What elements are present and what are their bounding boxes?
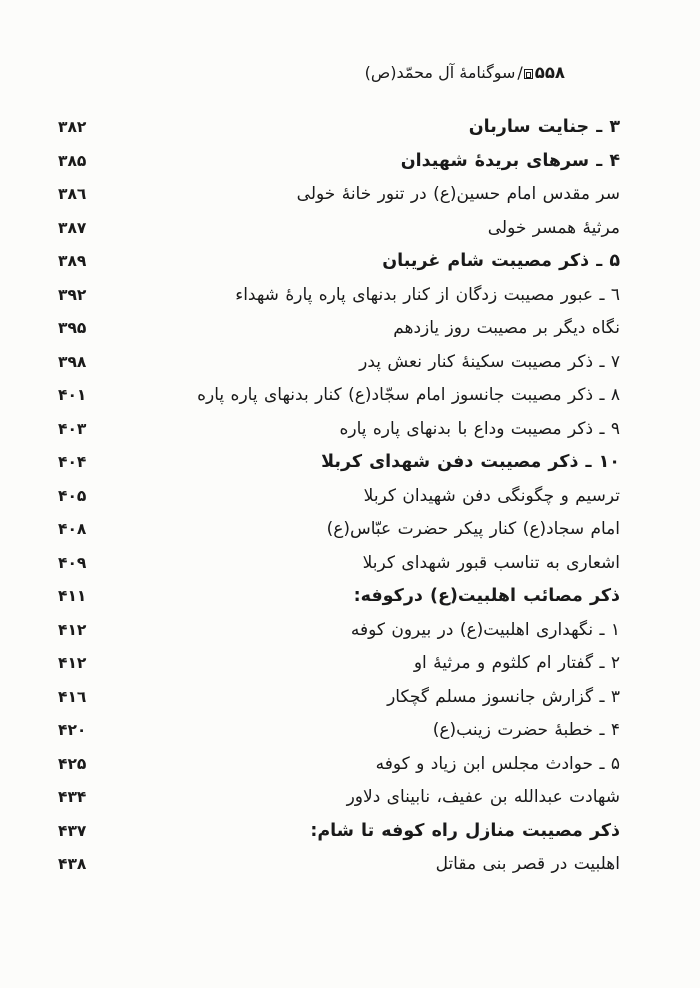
toc-page-number: ۴۳۴ (58, 788, 87, 806)
toc-entry-title: ۸ ـ ذکر مصیبت جانسوز امام سجّاد(ع) کنار بدنهای پاره پاره (197, 385, 620, 405)
toc-row (58, 848, 620, 882)
toc-entry-title: ۴ ـ سرهای بریدهٔ شهیدان (400, 150, 620, 171)
nested-square-icon (524, 69, 533, 79)
toc-entry-title: ۳ ـ جنایت ساربان (468, 117, 620, 137)
toc-row (58, 714, 620, 748)
toc-row (58, 681, 620, 715)
toc-page-number: ۳۹۲ (58, 285, 87, 304)
toc-row (58, 245, 620, 279)
toc-row (58, 413, 620, 447)
toc-entry-title: ترسیم و چگونگی دفن شهیدان کربلا (363, 485, 620, 506)
toc-row (58, 547, 620, 581)
toc-page-number: ۳۹۸ (58, 352, 87, 371)
toc-entry-title: ۴ ـ خطبهٔ حضرت زینب(ع) (432, 720, 620, 740)
toc-entry-title: ۱ ـ نگهداری اهلبیت(ع) در بیرون کوفه (350, 619, 620, 640)
header-separator: / (517, 63, 523, 82)
toc-page-number: ۴۲۰ (58, 721, 87, 739)
toc-entry-title: ۲ ـ گفتار ام کلثوم و مرثیهٔ او (413, 653, 620, 673)
toc-entry-title: ذکر مصائب اهلبیت(ع) درکوفه: (353, 586, 620, 606)
toc-entry-title: ۱۰ ـ ذکر مصیبت دفن شهدای کربلا (321, 452, 620, 472)
toc-page-number: ۳۸۷ (58, 218, 87, 237)
toc-entry-title: ۵ ـ ذکر مصیبت شام غریبان (382, 251, 620, 271)
toc-list (58, 111, 620, 882)
toc-row (58, 178, 620, 212)
toc-row (58, 346, 620, 380)
toc-entry-title: اهلبیت در قصر بنی مقاتل (435, 854, 620, 874)
toc-page-number: ۴۰۱ (58, 386, 87, 404)
toc-page-number: ۴۲۵ (58, 754, 87, 773)
toc-row (58, 111, 620, 145)
toc-page-number: ۳۸۹ (58, 252, 87, 270)
toc-entry-title: اشعاری به تناسب قبور شهدای کربلا (362, 552, 620, 573)
toc-page-number: ۴۱٦ (58, 687, 87, 706)
toc-entry-title: ۵ ـ حوادث مجلس ابن زیاد و کوفه (375, 753, 620, 774)
toc-row (58, 312, 620, 346)
toc-entry-title: سر مقدس امام حسین(ع) در تنور خانهٔ خولی (296, 184, 620, 204)
toc-row (58, 513, 620, 547)
toc-page-number: ۳۹۵ (58, 319, 87, 337)
toc-page-number: ۴۳۷ (58, 821, 87, 840)
toc-page-number: ۴۰۹ (58, 553, 87, 572)
toc-row (58, 279, 620, 313)
toc-row (58, 379, 620, 413)
toc-row (58, 647, 620, 681)
toc-page-number: ۳۸٦ (58, 185, 87, 203)
toc-row (58, 212, 620, 246)
toc-entry-title: ٦ ـ عبور مصیبت زدگان از کنار بدنهای پاره پارهٔ شهداء (235, 284, 620, 305)
toc-entry-title: مرثیهٔ همسر خولی (487, 217, 620, 238)
toc-row (58, 614, 620, 648)
header-book-title: سوگنامهٔ آل محمّد(ص) (364, 63, 516, 82)
toc-entry-title: نگاه دیگر بر مصیبت روز یازدهم (393, 318, 620, 338)
toc-row (58, 781, 620, 815)
toc-entry-title: امام سجاد(ع) کنار پیکر حضرت عبّاس(ع) (326, 519, 620, 539)
toc-row (58, 480, 620, 514)
toc-entry-title: شهادت عبدالله بن عفیف، نابینای دلاور (346, 787, 620, 807)
toc-entry-title: ۹ ـ ذکر مصیبت وداع با بدنهای پاره پاره (339, 418, 620, 439)
toc-row (58, 446, 620, 480)
toc-page-number: ۴۰۴ (58, 453, 87, 471)
toc-page-number: ۴۰۵ (58, 486, 87, 505)
toc-page-number: ۳۸۵ (58, 151, 87, 170)
toc-entry-title: ذکر مصیبت منازل راه کوفه تا شام: (310, 820, 620, 841)
toc-page-number: ۴۰۳ (58, 419, 87, 438)
toc-page-number: ۴۱۲ (58, 620, 87, 639)
toc-row (58, 815, 620, 849)
header-page-number: ۵۵۸ (534, 63, 565, 82)
running-header (365, 60, 565, 86)
toc-page-number: ۴۱۲ (58, 654, 87, 672)
toc-entry-title: ۳ ـ گزارش جانسوز مسلم گچکار (387, 686, 620, 707)
toc-entry-title: ۷ ـ ذکر مصیبت سکینهٔ کنار نعش پدر (359, 351, 620, 372)
toc-row (58, 748, 620, 782)
toc-row (58, 580, 620, 614)
toc-page-number: ۴۱۱ (58, 587, 87, 605)
toc-page-number: ۴۰۸ (58, 520, 87, 538)
toc-row (58, 145, 620, 179)
toc-page-number: ۳۸۲ (58, 118, 87, 136)
toc-page-number: ۴۳۸ (58, 855, 87, 873)
